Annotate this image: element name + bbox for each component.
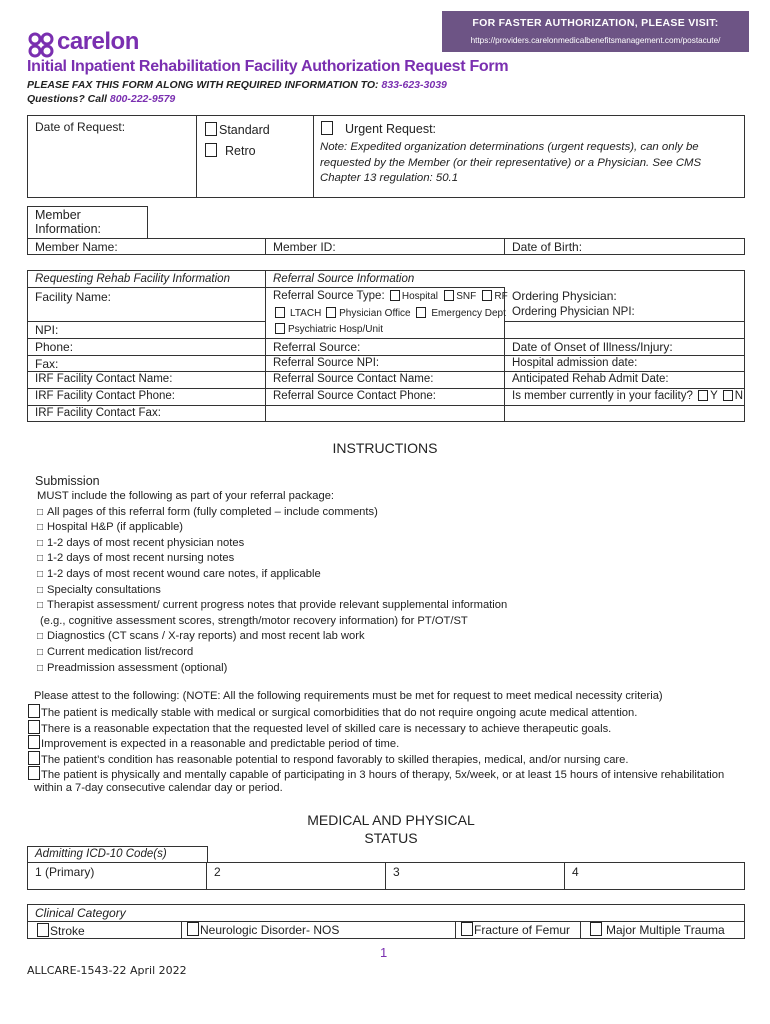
ordering-physician-label: Ordering Physician: (512, 289, 617, 303)
admission-date-label: Hospital admission date: (512, 357, 638, 369)
checkbox-square-icon: □ (37, 537, 44, 549)
ltach-checkbox[interactable] (275, 307, 285, 318)
fax-instruction (27, 79, 447, 91)
fax-number: 833-623-3039 (381, 79, 447, 91)
irf-contact-fax-label: IRF Facility Contact Fax: (35, 407, 161, 419)
attest-checkbox[interactable] (28, 735, 40, 749)
no-checkbox[interactable] (723, 390, 733, 401)
standard-label: Standard (219, 123, 270, 137)
stroke-checkbox[interactable] (37, 923, 49, 937)
referral-type-row2 (275, 307, 506, 319)
in-facility-row (512, 390, 743, 402)
member-title: Member Information: (35, 208, 102, 236)
attest-checkbox[interactable] (28, 704, 40, 718)
npi-label: NPI: (35, 323, 59, 337)
yes-label: Y (710, 390, 718, 402)
retro-label: Retro (225, 144, 256, 158)
attest-item[interactable]: Improvement is expected in a reasonable and predictable period of time. (34, 735, 724, 750)
attest-item[interactable]: The patient is physically and mentally capable of participating in 3 hours of therapy, 5x/week, or at least 15 hours of intensive rehabilitation (34, 766, 724, 781)
checkbox-square-icon: □ (37, 631, 44, 643)
list-item: □ 1-2 days of most recent physician notes (37, 536, 245, 549)
snf-checkbox[interactable] (444, 290, 454, 301)
member-name-label: Member Name: (35, 240, 118, 254)
in-facility-label: Is member currently in your facility? (512, 390, 693, 402)
submission-title: Submission (35, 474, 100, 488)
checkbox-square-icon: □ (37, 522, 44, 534)
urgent-note: Note: Expedited organization determinations (urgent requests), can only be requested by the Member (or their representative) or a Physician. See CMS Chapter 13 regulation: 50.1 (320, 141, 702, 184)
medical-title-line2: STATUS (364, 830, 418, 846)
form-title: Initial Inpatient Rehabilitation Facility Authorization Request Form (27, 58, 509, 75)
list-item: □ All pages of this referral form (fully completed – include comments) (37, 505, 378, 518)
page-number: 1 (380, 945, 388, 960)
banner-title: FOR FASTER AUTHORIZATION, PLEASE VISIT: (472, 17, 719, 29)
icd-code-2[interactable]: 2 (214, 865, 221, 879)
attestation-list (34, 689, 724, 797)
physician-office-label: Physician Office (339, 308, 411, 319)
attest-checkbox[interactable] (28, 720, 40, 734)
fax-label: Fax: (35, 357, 59, 371)
attest-item[interactable]: There is a reasonable expectation that the requested level of skilled care is necessary to achieve therapeutic goals. (34, 720, 724, 735)
physician-office-checkbox[interactable] (326, 307, 336, 318)
onset-date-label: Date of Onset of Illness/Injury: (512, 340, 673, 354)
medical-title-line1: MEDICAL AND PHYSICAL (307, 812, 475, 828)
attest-item[interactable]: The patient is medically stable with medical or surgical comorbidities that do not require ongoing acute medical attention. (34, 704, 724, 719)
list-item: □ Therapist assessment/ current progress notes that provide relevant supplemental information (37, 599, 508, 612)
snf-label: SNF (456, 291, 477, 302)
femur-checkbox[interactable] (461, 922, 473, 936)
member-row (27, 238, 745, 255)
emergency-dept-label: Emergency Dept (431, 308, 506, 319)
list-item: □ 1-2 days of most recent nursing notes (37, 552, 235, 565)
psychiatric-checkbox[interactable] (275, 323, 285, 334)
referral-contact-phone-label: Referral Source Contact Phone: (273, 390, 437, 402)
questions-line (27, 93, 175, 105)
referral-type-row1 (273, 290, 508, 302)
authorization-banner (442, 11, 749, 52)
rf-checkbox[interactable] (482, 290, 492, 301)
hospital-label: Hospital (401, 291, 438, 302)
yes-checkbox[interactable] (698, 390, 708, 401)
phone-label: Phone: (35, 340, 74, 354)
list-item: □ Diagnostics (CT scans / X-ray reports) and most recent lab work (37, 630, 365, 643)
list-item: □ Preadmission assessment (optional) (37, 661, 228, 674)
category-femur[interactable]: Fracture of Femur (461, 922, 570, 937)
list-item: □ Hospital H&P (if applicable) (37, 521, 184, 534)
referral-contact-name-label: Referral Source Contact Name: (273, 373, 434, 385)
rf-label: RF (494, 291, 508, 302)
questions-phone: 800-222-9579 (109, 93, 176, 105)
clinical-category-label: Clinical Category (35, 906, 126, 920)
referral-source-label: Referral Source: (273, 340, 361, 354)
medical-status-title (0, 811, 770, 847)
form-id: ALLCARE-1543-22 April 2022 (27, 964, 187, 977)
emergency-dept-checkbox[interactable] (416, 307, 426, 318)
list-item: □ 1-2 days of most recent wound care notes, if applicable (37, 567, 321, 580)
trauma-checkbox[interactable] (590, 922, 602, 936)
icd-label: Admitting ICD-10 Code(s) (35, 848, 167, 860)
standard-option[interactable] (205, 122, 270, 137)
standard-checkbox[interactable] (205, 122, 217, 136)
fax-line-label: PLEASE FAX THIS FORM ALONG WITH REQUIRED INFORMATION TO: (27, 79, 379, 91)
category-neurologic[interactable]: Neurologic Disorder- NOS (187, 922, 339, 937)
instructions-title: INSTRUCTIONS (332, 440, 438, 456)
urgent-option[interactable] (321, 121, 436, 136)
carelon-logo (27, 30, 167, 60)
carelon-logo-icon (27, 31, 55, 59)
instructions-list (37, 489, 507, 676)
urgent-label: Urgent Request: (345, 122, 437, 136)
facility-section-label: Requesting Rehab Facility Information (35, 273, 230, 285)
irf-contact-name-label: IRF Facility Contact Name: (35, 373, 173, 385)
facility-name-label: Facility Name: (35, 290, 112, 304)
checkbox-square-icon: □ (37, 662, 44, 674)
must-include-line: MUST include the following as part of your referral package: (37, 490, 335, 502)
attest-item[interactable]: The patient’s condition has reasonable potential to respond favorably to skilled therapies, medical, and/or nursing care. (34, 751, 724, 766)
list-item-continuation: (e.g., cognitive assessment scores, strength/motor recovery information) for PT/OT/ST (40, 614, 468, 627)
checkbox-square-icon: □ (37, 506, 44, 518)
hospital-checkbox[interactable] (390, 290, 400, 301)
banner-url[interactable]: https://providers.carelonmedicalbenefitsmanagement.com/postacute/ (470, 36, 721, 45)
category-stroke[interactable]: Stroke (37, 923, 85, 938)
checkbox-square-icon: □ (37, 568, 44, 580)
checkbox-square-icon: □ (37, 600, 44, 612)
questions-label: Questions? Call (27, 93, 107, 105)
no-label: N (734, 390, 744, 402)
icd-code-1[interactable]: 1 (Primary) (35, 865, 95, 879)
attest-checkbox[interactable] (28, 751, 40, 765)
retro-checkbox[interactable] (205, 143, 217, 157)
checkbox-square-icon: □ (37, 584, 44, 596)
referral-section-label: Referral Source Information (273, 273, 415, 285)
logo-text: carelon (57, 28, 139, 55)
neurologic-checkbox[interactable] (187, 922, 199, 936)
anticipated-admit-label: Anticipated Rehab Admit Date: (512, 373, 669, 385)
referral-type-label: Referral Source Type: (273, 290, 385, 302)
psychiatric-label: Psychiatric Hosp/Unit (288, 324, 384, 335)
urgent-checkbox[interactable] (321, 121, 333, 135)
member-dob-label: Date of Birth: (512, 240, 583, 254)
category-trauma[interactable]: Major Multiple Trauma (590, 922, 725, 937)
attest-continuation: within a 7-day consecutive calendar day or period. (34, 782, 283, 795)
retro-option[interactable] (205, 143, 256, 158)
attest-intro: Please attest to the following: (NOTE: All the following requirements must be met for request to meet medical necessity criteria) (34, 690, 663, 702)
icd-code-3[interactable]: 3 (393, 865, 400, 879)
list-item: □ Specialty consultations (37, 583, 161, 596)
checkbox-square-icon: □ (37, 646, 44, 658)
attest-checkbox[interactable] (28, 766, 40, 780)
list-item: □ Current medication list/record (37, 645, 194, 658)
ltach-label: LTACH (290, 308, 322, 319)
referral-npi-label: Referral Source NPI: (273, 357, 380, 369)
referral-type-row3 (275, 323, 383, 335)
icd-code-4[interactable]: 4 (572, 865, 579, 879)
checkbox-square-icon: □ (37, 553, 44, 565)
ordering-npi-label: Ordering Physician NPI: (512, 306, 635, 318)
date-of-request-label: Date of Request: (35, 120, 126, 134)
icd-codes-row (27, 862, 745, 890)
irf-contact-phone-label: IRF Facility Contact Phone: (35, 390, 175, 402)
member-id-label: Member ID: (273, 240, 336, 254)
